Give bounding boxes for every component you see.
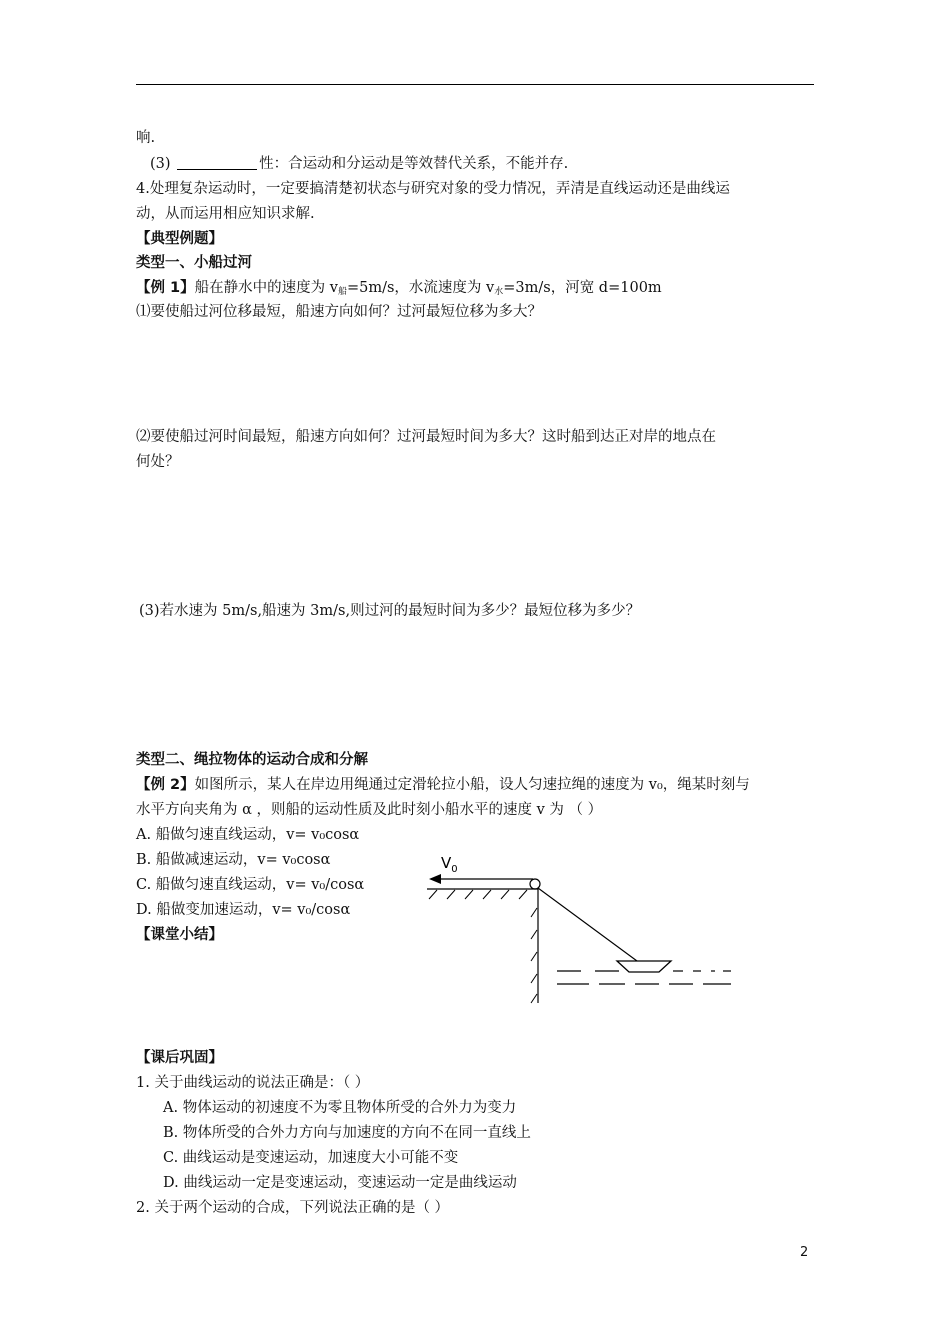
question: (3)若水速为 5m/s,船速为 3m/s,则过河的最短时间为多少？最短位移为多少？	[139, 603, 641, 619]
option: D. 曲线运动一定是变速运动，变速运动一定是曲线运动	[163, 1175, 517, 1191]
text-line: 动，从而运用相应知识求解.	[136, 206, 315, 222]
boat-icon	[617, 961, 671, 972]
arrow-icon	[429, 874, 441, 884]
section-heading: 【典型例题】	[136, 231, 223, 247]
option: A. 船做匀速直线运动，v= v₀cosα	[136, 827, 360, 843]
header-rule	[136, 84, 814, 85]
fill-blank	[177, 155, 257, 170]
question: 何处？	[136, 454, 180, 470]
bank-hatching	[429, 890, 537, 1003]
text-line: 响.	[136, 130, 156, 146]
section-heading: 类型一、小船过河	[136, 255, 252, 271]
text-line: 水平方向夹角为 α ，则船的运动性质及此时刻小船水平的速度 v 为 （ ）	[136, 802, 603, 818]
water-surface	[557, 971, 731, 984]
section-heading: 【课后巩固】	[136, 1050, 223, 1066]
text-line: (3) 性：合运动和分运动是等效替代关系，不能并存.	[150, 156, 569, 172]
question: 1. 关于曲线运动的说法正确是：（ ）	[136, 1075, 370, 1091]
section-heading: 【课堂小结】	[136, 927, 223, 943]
example-2: 【例 2】如图所示，某人在岸边用绳通过定滑轮拉小船，设人匀速拉绳的速度为 v₀，绳某时刻与	[136, 777, 750, 793]
page-number: 2	[800, 1245, 809, 1260]
section-heading: 类型二、绳拉物体的运动合成和分解	[136, 752, 368, 768]
velocity-label: $V_0$	[441, 854, 458, 875]
rope-slanted	[538, 888, 637, 961]
pulley-icon	[530, 879, 540, 889]
option: A. 物体运动的初速度不为零且物体所受的合外力为变力	[163, 1100, 517, 1116]
option: B. 物体所受的合外力方向与加速度的方向不在同一直线上	[163, 1125, 531, 1141]
question: ⑴要使船过河位移最短，船速方向如何？过河最短位移为多大？	[136, 304, 542, 320]
option: B. 船做减速运动，v= v₀cosα	[136, 852, 331, 868]
question: 2. 关于两个运动的合成，下列说法正确的是（ ）	[136, 1200, 450, 1216]
option: C. 曲线运动是变速运动，加速度大小可能不变	[163, 1150, 459, 1166]
option: C. 船做匀速直线运动，v= v₀/cosα	[136, 877, 365, 893]
example-1: 【例 1】船在静水中的速度为 $v_船=5m/s$，水流速度为 $v_水=3m/s$，河宽 d=100m	[136, 280, 662, 297]
pulley-boat-diagram	[425, 848, 735, 1008]
text-line: 4.处理复杂运动时，一定要搞清楚初状态与研究对象的受力情况，弄清是直线运动还是曲线运	[136, 181, 730, 197]
question: ⑵要使船过河时间最短，船速方向如何？过河最短时间为多大？这时船到达正对岸的地点在	[136, 429, 716, 445]
option: D. 船做变加速运动，v= v₀/cosα	[136, 902, 351, 918]
